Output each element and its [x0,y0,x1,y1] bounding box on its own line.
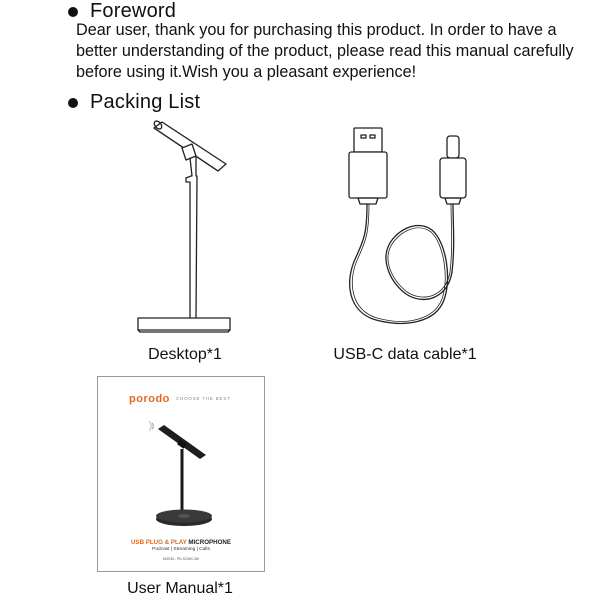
manual-brand: porodo [129,393,170,405]
packing-list-heading [68,91,200,114]
bullet-icon [68,98,78,108]
desktop-microphone-stand-icon [130,118,240,338]
manual-title-rest: MICROPHONE [186,539,232,546]
user-manual-label: User Manual*1 [127,580,233,597]
manual-title-accent: USB PLUG & PLAY [130,539,187,546]
manual-model: MODEL: PD-SCMIC-BK [162,557,200,561]
bullet-icon [68,7,78,17]
foreword-heading-text: Foreword [90,0,177,22]
usb-c-cable-icon [336,122,486,334]
manual-title [98,539,264,546]
packing-list-heading-text: Packing List [90,91,201,113]
manual-subtitle: Podcast | Streaming | Calls [152,547,210,552]
manual-microphone-icon [136,411,226,535]
manual-tagline: CHOOSE THE BEST [176,396,231,401]
foreword-text: Dear user, thank you for purchasing this product. In order to have a better understanding of the product, please read this manual carefully before using it.Wish you a pleasant experience! [76,21,574,81]
user-manual-booklet-icon [97,376,265,572]
usb-c-cable-label: USB-C data cable*1 [333,346,477,363]
desktop-label: Desktop*1 [148,346,222,363]
